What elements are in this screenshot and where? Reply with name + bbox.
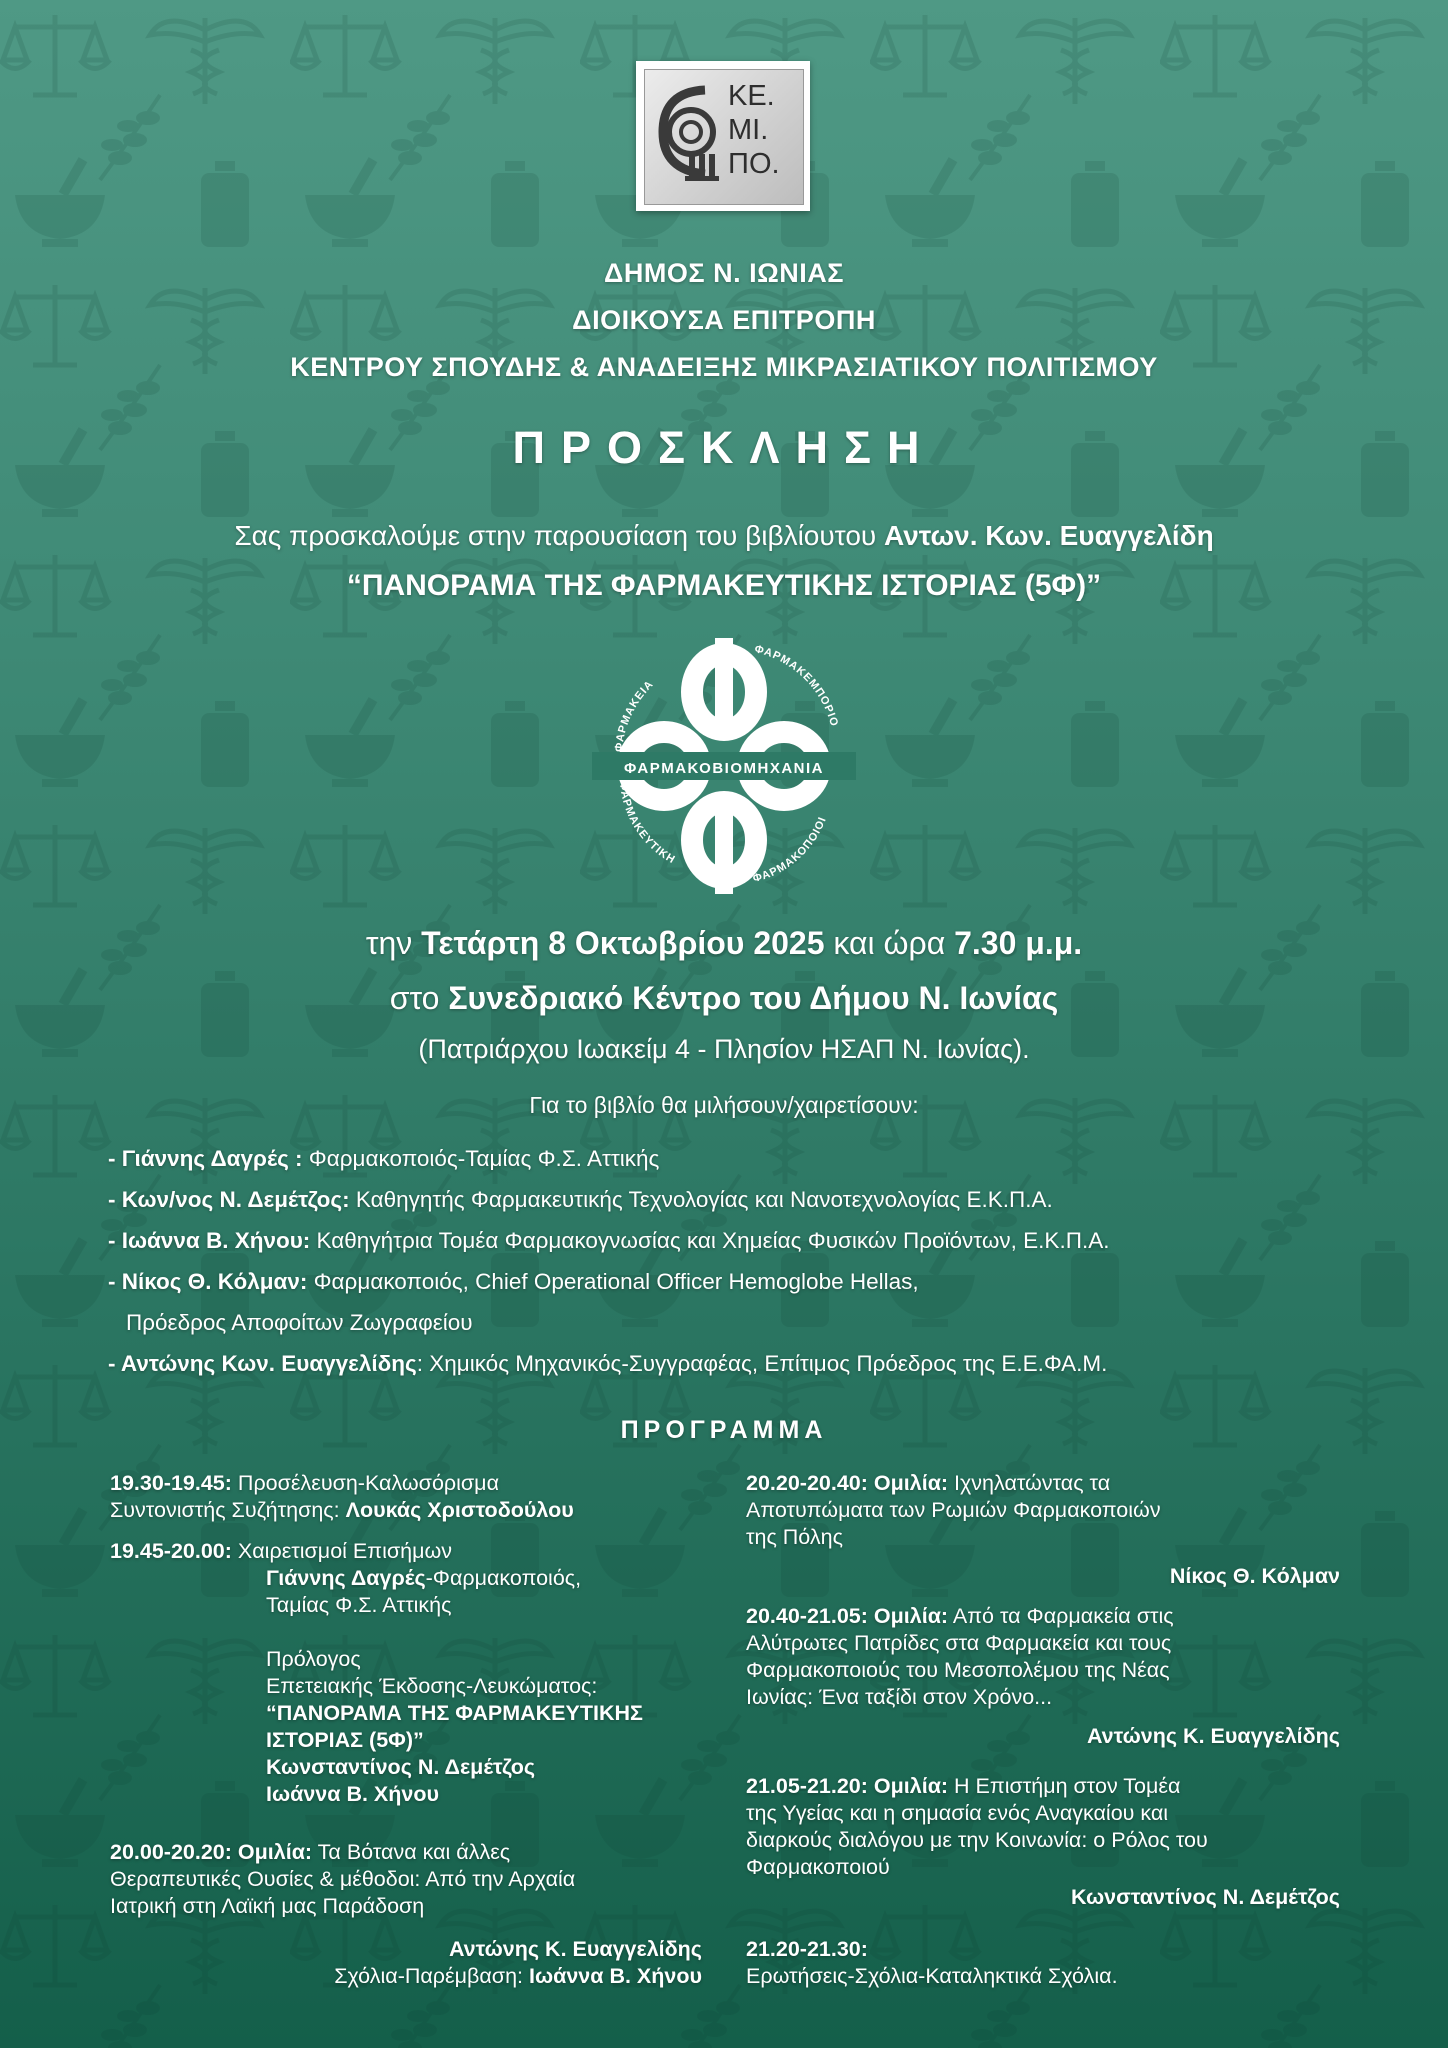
item-text-3: διαρκούς διαλόγου με την Κοινωνία: ο Ρόλος του — [746, 1828, 1208, 1852]
item-text: Ιχνηλατώντας τα — [948, 1471, 1111, 1495]
program-item-2105 — [746, 1773, 1208, 1881]
emblem-arc-bottom-right: ΦΑΡΜΑΚΟΠΟΙΟΙ — [751, 814, 829, 886]
book-title: “ΠΑΝΟΡΑΜΑ ΤΗΣ ΦΑΡΜΑΚΕΥΤΙΚΗΣ ΙΣΤΟΡΙΑΣ (5Φ)” — [346, 569, 1102, 602]
program-item-2020 — [746, 1470, 1161, 1551]
prologue-label: Πρόλογος — [266, 1647, 361, 1671]
program-left-column — [110, 1470, 705, 1990]
speaker-role: Καθηγήτρια Τομέα Φαρμακογνωσίας και Χημείας Φυσικών Προϊόντων, Ε.Κ.Π.Α. — [310, 1228, 1110, 1253]
greeter-role: -Φαρμακοποιός, — [425, 1566, 582, 1590]
item-time: 20.00-20.20: — [110, 1840, 232, 1864]
speaker-name: - Αντώνης Κων. Ευαγγελίδης — [108, 1351, 417, 1376]
logo-line-2: ΜΙ. — [728, 114, 769, 146]
program-item-1930 — [110, 1470, 574, 1524]
moderator-name: Λουκάς Χριστοδούλου — [345, 1498, 574, 1522]
speaker-role: : Χημικός Μηχανικός-Συγγραφέας, Επίτιμος Πρόεδρος της Ε.Ε.ΦΑ.Μ. — [416, 1351, 1108, 1376]
speaker-role: Καθηγητής Φαρμακευτικής Τεχνολογίας και Νανοτεχνολογίας Ε.Κ.Π.Α. — [349, 1187, 1053, 1212]
event-venue-line — [0, 980, 1448, 1017]
kemipo-logo-inner — [644, 69, 804, 205]
speaker-row — [108, 1179, 1368, 1220]
speaker-name: - Νίκος Θ. Κόλμαν: — [108, 1269, 308, 1294]
program-item-2120 — [746, 1936, 1118, 1990]
item-label: Ομιλία: — [867, 1604, 949, 1628]
comment-label: Σχόλια-Παρέμβαση: — [334, 1964, 529, 1988]
book-title-line-1: “ΠΑΝΟΡΑΜΑ ΤΗΣ ΦΑΡΜΑΚΕΥΤΙΚΗΣ — [266, 1701, 643, 1725]
speaker-role: Φαρμακοποιός, Chief Operational Officer Hemoglobe Hellas, — [307, 1269, 919, 1294]
committee-title: ΔΙΟΙΚΟΥΣΑ ΕΠΙΤΡΟΠΗ — [572, 305, 876, 335]
speaker-name: - Ιωάννα Β. Χήνου: — [108, 1228, 311, 1253]
item-speaker: Αντώνης Κ. Ευαγγελίδης — [448, 1937, 702, 1961]
item-text-3: Ιατρική στη Λαϊκή μας Παράδοση — [110, 1894, 425, 1918]
logo-line-1: ΚΕ. — [728, 80, 775, 112]
event-time: 7.30 μ.μ. — [954, 925, 1083, 961]
date-mid: και ώρα — [824, 925, 955, 961]
speaker-row — [108, 1343, 1368, 1384]
emblem-arc-bottom-left: ΦΑΡΜΑΚΕΥΤΙΚΗ — [616, 780, 678, 867]
event-address: (Πατριάρχου Ιωακείμ 4 - Πλησίον ΗΣΑΠ Ν. Ιωνίας). — [418, 1034, 1030, 1064]
item-label: Ομιλία: — [867, 1471, 949, 1495]
prologue-speaker-2: Ιωάννα Β. Χήνου — [266, 1782, 440, 1806]
item-time: 19.45-20.00: — [110, 1539, 232, 1563]
event-date-line — [0, 925, 1448, 962]
municipality-title: ΔΗΜΟΣ Ν. ΙΩΝΙΑΣ — [604, 258, 844, 288]
item-text: Προσέλευση-Καλωσόρισμα — [231, 1471, 499, 1495]
item-text-3: Φαρμακοποιούς του Μεσοπολέμου της Νέας — [746, 1658, 1170, 1682]
item-text: Η Επιστήμη στον Τομέα — [948, 1774, 1181, 1798]
prologue-speaker-1: Κωνσταντίνος Ν. Δεμέτζος — [266, 1755, 536, 1779]
speakers-intro: Για το βιβλίο θα μιλήσουν/χαιρετίσουν: — [529, 1092, 919, 1118]
item-text-4: Φαρμακοποιού — [746, 1855, 890, 1879]
item-text-2: της Υγείας και η σημασία ενός Αναγκαίου και — [746, 1801, 1169, 1825]
program-item-2040 — [746, 1603, 1174, 1711]
venue-prefix: στο — [389, 980, 449, 1016]
emblem-arc-top-right: ΦΑΡΜΑΚΕΜΠΟΡΙΟ — [753, 643, 841, 729]
item-label: Ομιλία: — [231, 1840, 313, 1864]
program-item-2000-speaker — [110, 1936, 702, 1990]
program-item-2000 — [110, 1839, 575, 1920]
kemipo-logo — [636, 61, 810, 211]
speakers-list — [108, 1138, 1368, 1384]
item-text-2: Θεραπευτικές Ουσίες & μέθοδοι: Από την Αρχαία — [110, 1867, 576, 1891]
center-title: ΚΕΝΤΡΟΥ ΣΠΟΥΔΗΣ & ΑΝΑΔΕΙΞΗΣ ΜΙΚΡΑΣΙΑΤΙΚΟΥ ΠΟΛΙΤΙΣΜΟΥ — [290, 352, 1158, 382]
item-text-2: Αλύτρωτες Πατρίδες στα Φαρμακεία και τους — [746, 1631, 1172, 1655]
greeter-role-2: Ταμίας Φ.Σ. Αττικής — [266, 1593, 452, 1617]
item-text: Τα Βότανα και άλλες — [312, 1840, 511, 1864]
comment-name: Ιωάννα Β. Χήνου — [528, 1964, 702, 1988]
emblem-arc-top-left: ΦΑΡΜΑΚΕΙΑ — [612, 678, 657, 753]
item-time: 19.30-19.45: — [110, 1471, 232, 1495]
speaker-name: - Κων/νος Ν. Δεμέτζος: — [108, 1187, 350, 1212]
item-speaker: Αντώνης Κ. Ευαγγελίδης — [1086, 1724, 1340, 1748]
item-text: Χαιρετισμοί Επισήμων — [231, 1539, 453, 1563]
item-time: 20.40-21.05: — [746, 1604, 868, 1628]
emblem-center-text: ΦΑΡΜΑΚΟΒΙΟΜΗΧΑΝΙΑ — [623, 760, 825, 777]
moderator-label: Συντονιστής Συζήτησης: — [110, 1498, 346, 1522]
item-text-2: Αποτυπώματα των Ρωμιών Φαρμακοποιών — [746, 1498, 1161, 1522]
item-time: 21.20-21.30: — [746, 1937, 868, 1961]
book-title-line-2: ΙΣΤΟΡΙΑΣ (5Φ)” — [266, 1728, 424, 1752]
edition-label: Επετειακής Έκδοσης-Λευκώματος: — [266, 1674, 598, 1698]
item-time: 21.05-21.20: — [746, 1774, 868, 1798]
item-text-4: Ιωνίας: Ένα ταξίδι στον Χρόνο... — [746, 1685, 1053, 1709]
intro-line — [0, 520, 1448, 552]
event-venue: Συνεδριακό Κέντρο του Δήμου Ν. Ιωνίας — [448, 980, 1059, 1016]
program-item-1945-details — [266, 1565, 643, 1808]
speaker-name: - Γιάννης Δαγρές : — [108, 1146, 303, 1171]
pharma-emblem — [584, 632, 864, 902]
item-text-3: της Πόλης — [746, 1525, 843, 1549]
logo-line-3: ΠΟ. — [728, 148, 780, 180]
item-speaker: Κωνσταντίνος Ν. Δεμέτζος — [1070, 1885, 1340, 1909]
intro-text: Σας προσκαλούμε στην παρουσίαση του βιβλίουτου — [234, 520, 885, 551]
greeter-name: Γιάννης Δαγρές — [266, 1566, 426, 1590]
invitation-title: ΠΡΟΣΚΛΗΣΗ — [512, 422, 936, 473]
date-prefix: την — [365, 925, 422, 961]
item-text: Από τα Φαρμακεία στις — [948, 1604, 1174, 1628]
speaker-row — [108, 1261, 1368, 1302]
kemipo-logo-text — [728, 79, 780, 181]
item-time: 20.20-20.40: — [746, 1471, 868, 1495]
event-date: Τετάρτη 8 Οκτωβρίου 2025 — [421, 925, 825, 961]
speaker-row — [108, 1138, 1368, 1179]
program-item-1945 — [110, 1538, 452, 1565]
speaker-row — [108, 1220, 1368, 1261]
speaker-role-continued: Πρόεδρος Αποφοίτων Ζωγραφείου — [126, 1310, 473, 1335]
speaker-role: Φαρμακοποιός-Ταμίας Φ.Σ. Αττικής — [302, 1146, 660, 1171]
intro-author: Αντων. Κων. Ευαγγελίδη — [884, 520, 1214, 551]
program-title: ΠΡΟΓΡΑΜΜΑ — [620, 1416, 828, 1444]
item-text: Ερωτήσεις-Σχόλια-Καταληκτικά Σχόλια. — [746, 1964, 1118, 1988]
item-speaker: Νίκος Θ. Κόλμαν — [1169, 1564, 1340, 1588]
program-right-column — [746, 1470, 1344, 1990]
item-label: Ομιλία: — [867, 1774, 949, 1798]
